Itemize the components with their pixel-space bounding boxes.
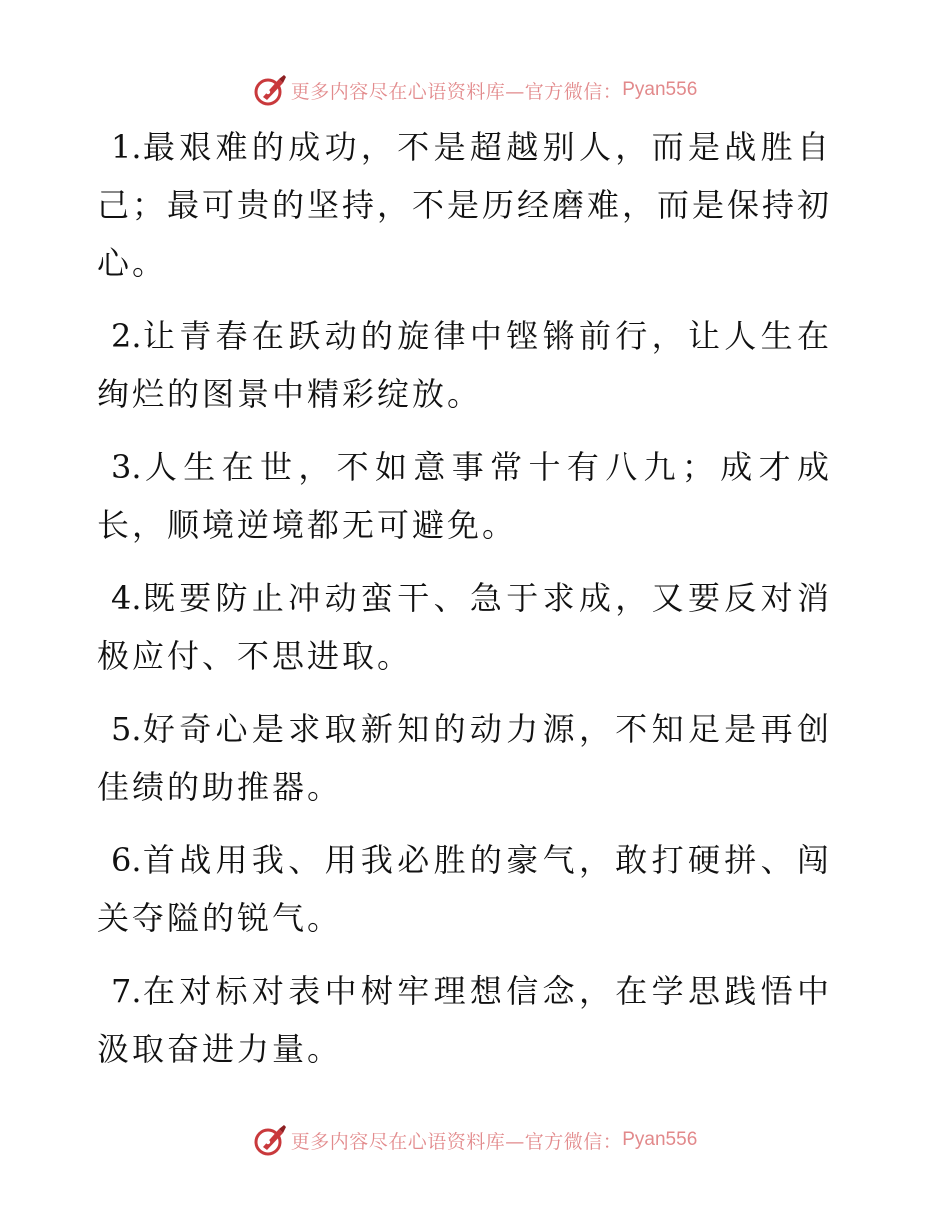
- banner-text: 更多内容尽在心语资料库—官方微信：: [290, 1130, 623, 1153]
- item-text: 首战用我、用我必胜的豪气，敢打硬拼、闯关夺隘的锐气。: [97, 841, 832, 937]
- item-text: 最艰难的成功，不是超越别人，而是战胜自己；最可贵的坚持，不是历经磨难，而是保持初心。: [97, 128, 833, 282]
- item-number: 6.: [111, 841, 142, 879]
- item-number: 2.: [111, 317, 142, 355]
- item-number: 5.: [111, 710, 142, 748]
- list-item: [97, 438, 832, 554]
- banner-wechat-handle: Pyan556: [622, 79, 698, 100]
- header-banner: [0, 70, 950, 110]
- item-number: 3.: [111, 448, 142, 486]
- item-text: 让青春在跃动的旋律中铿锵前行，让人生在绚烂的图景中精彩绽放。: [97, 317, 832, 413]
- list-item: [97, 831, 832, 947]
- footer-banner: [0, 1120, 950, 1160]
- pen-nib-logo-icon: [253, 73, 287, 107]
- list-item: [97, 118, 832, 292]
- item-text: 在对标对表中树牢理想信念，在学思践悟中汲取奋进力量。: [97, 972, 832, 1068]
- list-item: [97, 962, 832, 1078]
- item-number: 7.: [111, 972, 142, 1010]
- item-text: 好奇心是求取新知的动力源，不知足是再创佳绩的助推器。: [97, 710, 832, 806]
- list-item: [97, 307, 832, 423]
- item-number: 1.: [111, 128, 142, 166]
- item-number: 4.: [111, 579, 142, 617]
- quote-list: [97, 118, 832, 1093]
- pen-nib-logo-icon: [253, 1123, 287, 1157]
- banner-text: 更多内容尽在心语资料库—官方微信：: [290, 80, 623, 103]
- item-text: 既要防止冲动蛮干、急于求成，又要反对消极应付、不思进取。: [97, 579, 832, 675]
- list-item: [97, 700, 832, 816]
- item-text: 人生在世，不如意事常十有八九；成才成长，顺境逆境都无可避免。: [97, 448, 832, 544]
- list-item: [97, 569, 832, 685]
- banner-wechat-handle: Pyan556: [622, 1129, 698, 1150]
